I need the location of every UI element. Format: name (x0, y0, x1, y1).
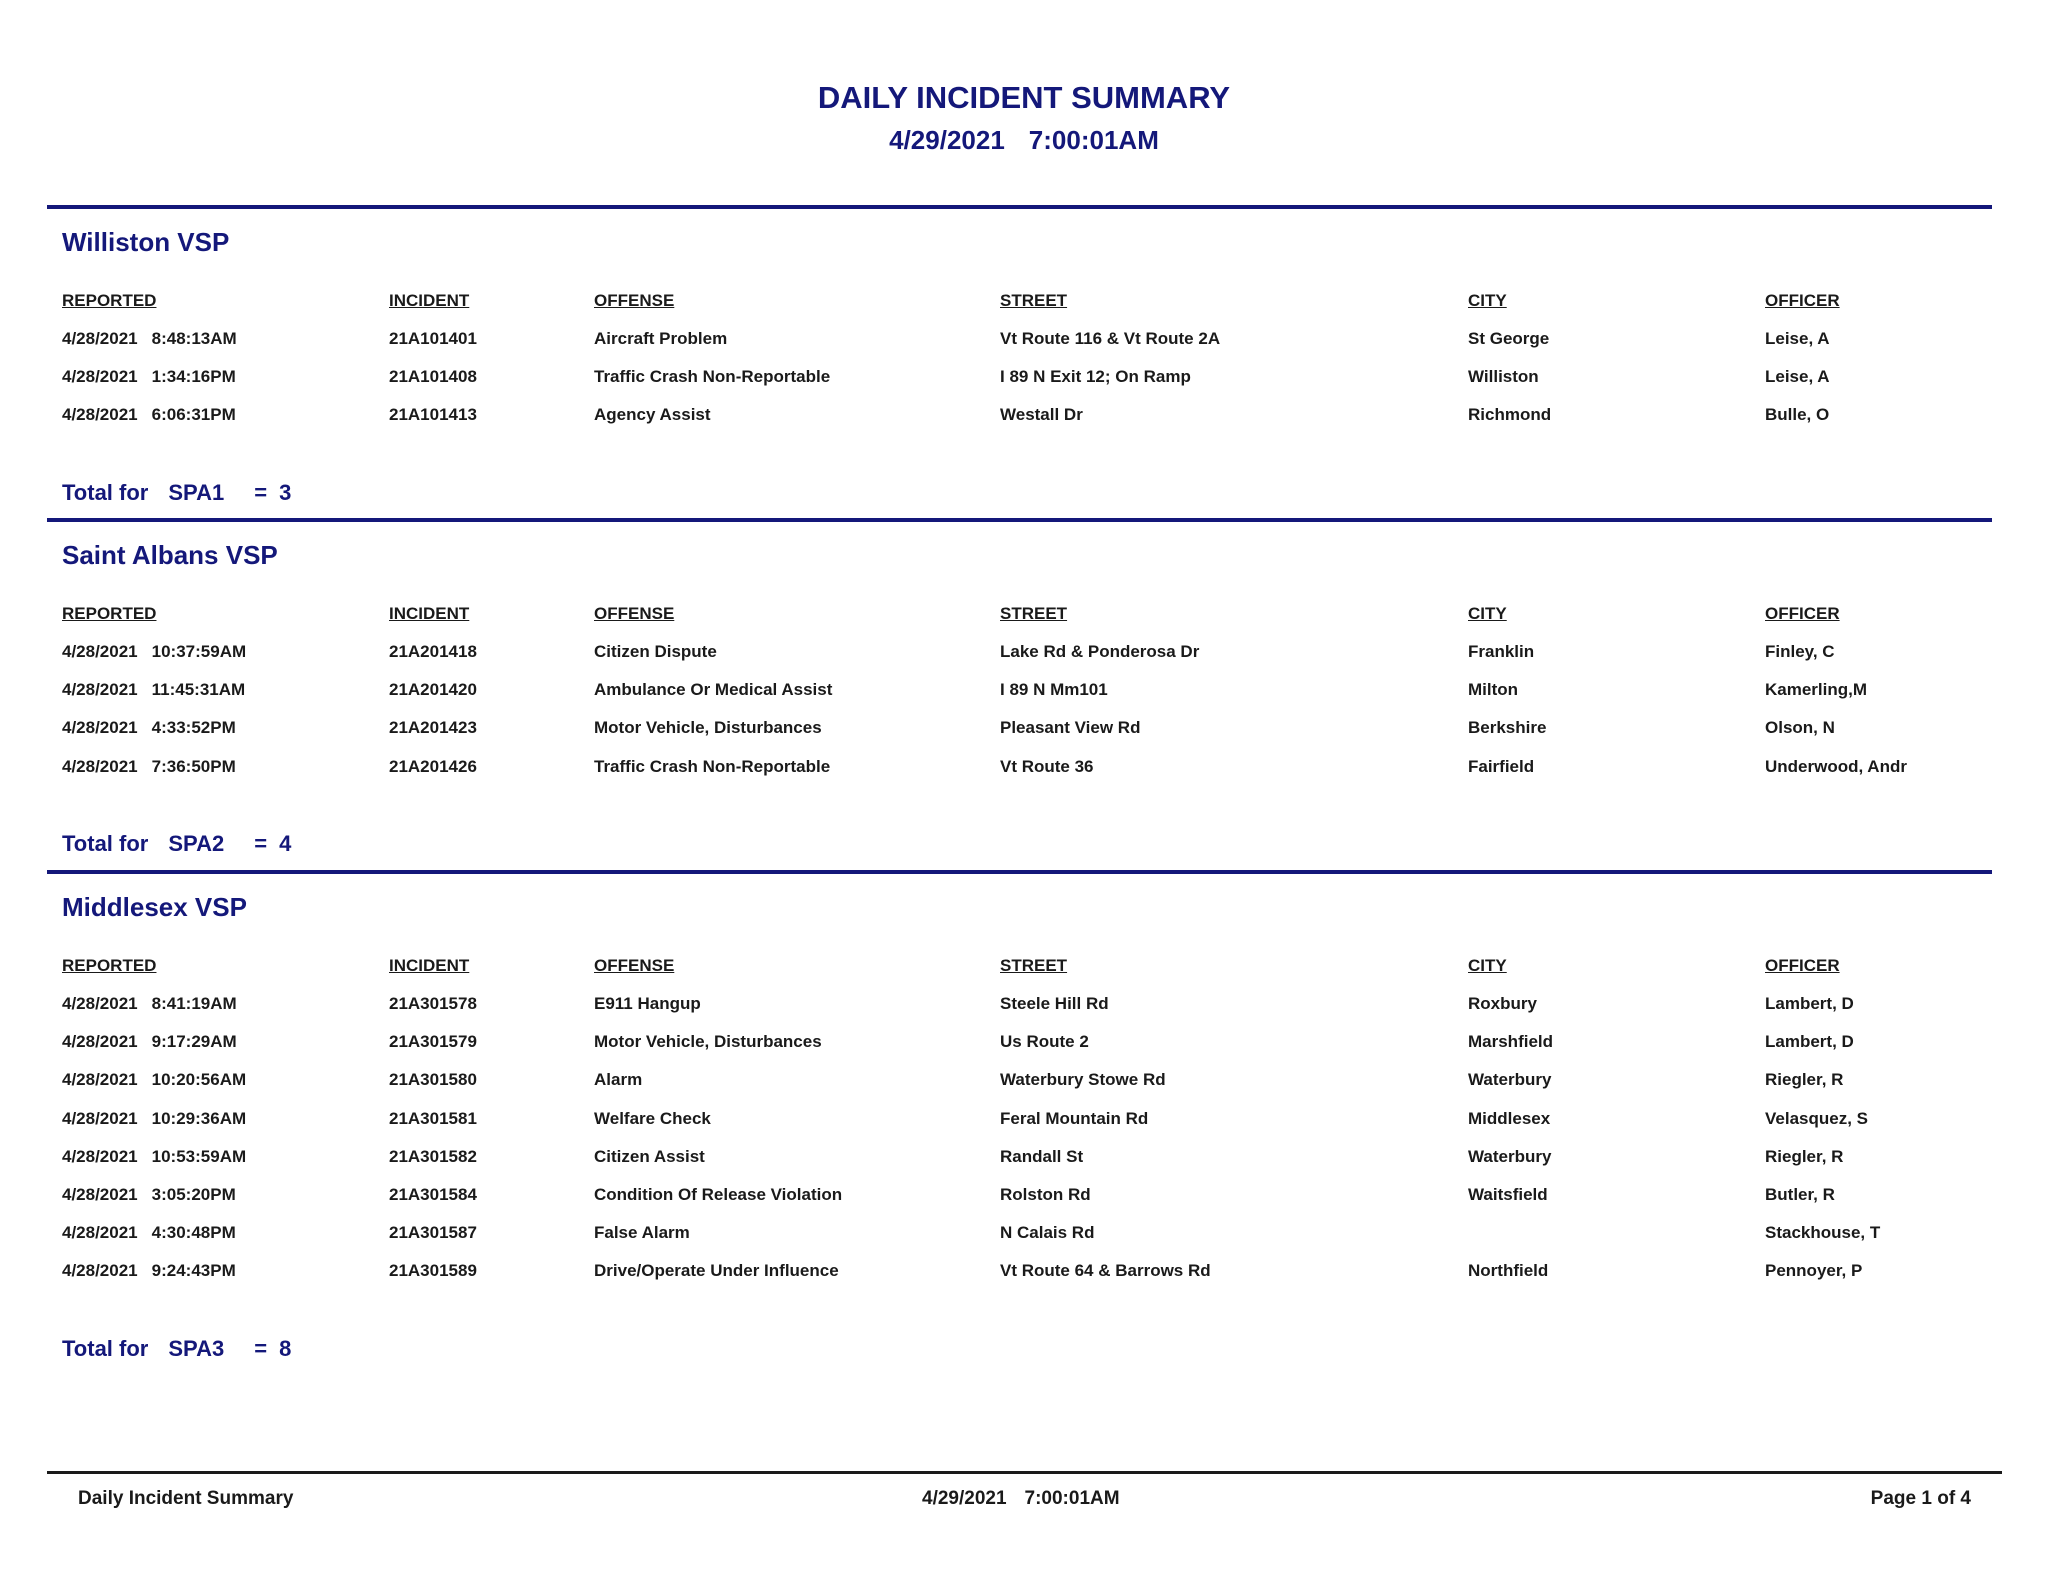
officer-cell: Riegler, R (1765, 1146, 1844, 1166)
reported-cell (62, 757, 236, 777)
street-cell: Feral Mountain Rd (1000, 1108, 1149, 1128)
incident-cell: 21A201420 (389, 680, 477, 700)
footer-page-number: Page 1 of 4 (1870, 1488, 1971, 1509)
incident-cell: 21A201426 (389, 756, 477, 776)
officer-cell: Olson, N (1765, 718, 1835, 738)
reported-time: 3:05:20PM (151, 1185, 236, 1204)
reported-date: 4/28/2021 (62, 329, 138, 348)
total-code: SPA3 (168, 1335, 225, 1361)
street-cell: Vt Route 116 & Vt Route 2A (1000, 329, 1221, 348)
city-cell: St George (1468, 329, 1550, 348)
offense-cell: Aircraft Problem (594, 329, 728, 348)
column-headers (62, 956, 1992, 980)
total-equals: = (254, 1335, 268, 1361)
street-cell: Vt Route 36 (1000, 756, 1094, 776)
column-headers (62, 604, 1992, 628)
reported-date: 4/28/2021 (62, 680, 138, 700)
total-code: SPA2 (168, 830, 225, 856)
report-datetime (0, 125, 2048, 156)
offense-cell: Traffic Crash Non-Reportable (594, 367, 831, 387)
officer-cell: Leise, A (1765, 367, 1830, 387)
incident-cell: 21A201418 (389, 642, 477, 661)
incident-cell: 21A301589 (389, 1261, 477, 1281)
footer-datetime (922, 1488, 1120, 1510)
total-label: Total for (62, 1335, 149, 1361)
reported-date: 4/28/2021 (62, 1223, 138, 1243)
reported-date: 4/28/2021 (62, 1070, 138, 1090)
column-header-officer: OFFICER (1765, 291, 1840, 310)
reported-date: 4/28/2021 (62, 718, 138, 738)
incident-cell: 21A101401 (389, 329, 477, 348)
reported-date: 4/28/2021 (62, 1146, 138, 1166)
street-cell: Rolston Rd (1000, 1185, 1091, 1204)
reported-time: 9:17:29AM (151, 1032, 237, 1052)
offense-cell: E911 Hangup (594, 994, 701, 1013)
column-header-city: CITY (1468, 291, 1507, 310)
section-total (62, 831, 291, 857)
total-equals: = (254, 830, 268, 856)
incident-cell: 21A301582 (389, 1146, 477, 1166)
officer-cell: Riegler, R (1765, 1070, 1844, 1090)
station-name: Saint Albans VSP (62, 540, 278, 570)
table-row (62, 1223, 1992, 1247)
column-header-offense: OFFENSE (594, 956, 675, 975)
reported-date: 4/28/2021 (62, 1261, 138, 1281)
reported-cell (62, 1261, 236, 1281)
officer-cell: Kamerling,M (1765, 680, 1868, 700)
reported-cell (62, 1185, 236, 1205)
table-row (62, 329, 1992, 353)
reported-time: 10:37:59AM (151, 642, 247, 661)
reported-date: 4/28/2021 (62, 1108, 138, 1128)
station-name: Williston VSP (62, 227, 230, 257)
table-row (62, 680, 1992, 704)
table-row (62, 718, 1992, 742)
reported-time: 4:30:48PM (151, 1223, 236, 1243)
report-time: 7:00:01AM (1028, 125, 1159, 155)
city-cell: Williston (1468, 367, 1539, 387)
table-row (62, 642, 1992, 666)
incident-cell: 21A101413 (389, 405, 477, 425)
officer-cell: Pennoyer, P (1765, 1261, 1863, 1281)
column-header-incident: INCIDENT (389, 604, 470, 623)
reported-cell (62, 718, 236, 738)
table-row (62, 405, 1992, 429)
table-row (62, 1032, 1992, 1056)
offense-cell: Citizen Dispute (594, 642, 717, 661)
table-row (62, 757, 1992, 781)
city-cell: Middlesex (1468, 1108, 1551, 1128)
street-cell: I 89 N Mm101 (1000, 680, 1108, 700)
section-divider (47, 870, 1992, 874)
city-cell: Richmond (1468, 405, 1552, 425)
reported-cell (62, 329, 237, 349)
table-row (62, 1109, 1992, 1133)
reported-time: 6:06:31PM (151, 405, 236, 425)
footer-divider (47, 1471, 2002, 1474)
reported-time: 10:29:36AM (151, 1108, 247, 1128)
reported-date: 4/28/2021 (62, 1032, 138, 1052)
footer-report-name: Daily Incident Summary (78, 1488, 294, 1509)
incident-cell: 21A301581 (389, 1108, 477, 1128)
incident-cell: 21A301587 (389, 1223, 477, 1243)
section-divider (47, 518, 1992, 522)
reported-time: 10:53:59AM (151, 1146, 247, 1166)
station-section (47, 205, 1992, 540)
reported-time: 11:45:31AM (151, 680, 246, 700)
officer-cell: Velasquez, S (1765, 1108, 1868, 1128)
total-label: Total for (62, 479, 149, 505)
offense-cell: False Alarm (594, 1223, 690, 1243)
column-header-street: STREET (1000, 604, 1068, 623)
table-row (62, 994, 1992, 1018)
footer-time: 7:00:01AM (1024, 1488, 1120, 1509)
reported-cell (62, 994, 237, 1014)
officer-cell: Lambert, D (1765, 994, 1854, 1013)
table-row (62, 367, 1992, 391)
incident-cell: 21A301579 (389, 1032, 477, 1052)
offense-cell: Alarm (594, 1070, 643, 1090)
reported-cell (62, 405, 236, 425)
total-label: Total for (62, 830, 149, 856)
city-cell: Berkshire (1468, 718, 1547, 738)
station-section (47, 870, 1992, 1396)
street-cell: Westall Dr (1000, 405, 1083, 425)
street-cell: N Calais Rd (1000, 1223, 1095, 1243)
reported-time: 8:48:13AM (151, 329, 237, 348)
offense-cell: Agency Assist (594, 405, 711, 425)
table-row (62, 1147, 1992, 1171)
column-header-reported: REPORTED (62, 291, 157, 310)
incident-cell: 21A101408 (389, 367, 477, 387)
incident-cell: 21A201423 (389, 718, 477, 738)
reported-date: 4/28/2021 (62, 367, 138, 387)
reported-cell (62, 1109, 246, 1129)
reported-date: 4/28/2021 (62, 405, 138, 425)
reported-cell (62, 680, 245, 700)
station-name: Middlesex VSP (62, 892, 247, 922)
column-header-incident: INCIDENT (389, 956, 470, 975)
column-header-officer: OFFICER (1765, 956, 1840, 975)
table-row (62, 1261, 1992, 1285)
column-header-street: STREET (1000, 956, 1068, 975)
offense-cell: Citizen Assist (594, 1146, 705, 1166)
offense-cell: Ambulance Or Medical Assist (594, 680, 833, 700)
officer-cell: Underwood, Andr (1765, 756, 1907, 776)
city-cell: Northfield (1468, 1261, 1549, 1281)
column-header-city: CITY (1468, 956, 1507, 975)
reported-cell (62, 1223, 236, 1243)
column-header-city: CITY (1468, 604, 1507, 623)
report-title: DAILY INCIDENT SUMMARY (817, 80, 1231, 115)
city-cell: Milton (1468, 680, 1519, 700)
officer-cell: Leise, A (1765, 329, 1830, 348)
city-cell: Roxbury (1468, 994, 1537, 1013)
incident-cell: 21A301584 (389, 1185, 477, 1204)
reported-time: 7:36:50PM (151, 756, 236, 776)
reported-cell (62, 1070, 246, 1090)
incident-cell: 21A301580 (389, 1070, 477, 1090)
city-cell: Fairfield (1468, 756, 1535, 776)
reported-date: 4/28/2021 (62, 994, 138, 1013)
total-equals: = (254, 479, 268, 505)
city-cell: Waitsfield (1468, 1185, 1548, 1204)
street-cell: Randall St (1000, 1146, 1084, 1166)
offense-cell: Motor Vehicle, Disturbances (594, 718, 822, 738)
street-cell: Us Route 2 (1000, 1032, 1089, 1052)
officer-cell: Stackhouse, T (1765, 1223, 1881, 1243)
reported-time: 4:33:52PM (151, 718, 236, 738)
table-row (62, 1070, 1992, 1094)
column-header-reported: REPORTED (62, 956, 157, 975)
reported-time: 9:24:43PM (151, 1261, 236, 1281)
street-cell: Waterbury Stowe Rd (1000, 1070, 1166, 1090)
total-value: 3 (279, 479, 292, 505)
reported-date: 4/28/2021 (62, 1185, 138, 1204)
reported-cell (62, 1032, 237, 1052)
column-header-offense: OFFENSE (594, 604, 675, 623)
section-total (62, 480, 291, 506)
offense-cell: Motor Vehicle, Disturbances (594, 1032, 822, 1052)
total-value: 4 (279, 830, 292, 856)
offense-cell: Drive/Operate Under Influence (594, 1261, 839, 1281)
offense-cell: Welfare Check (594, 1108, 711, 1128)
total-code: SPA1 (168, 479, 225, 505)
street-cell: Lake Rd & Ponderosa Dr (1000, 642, 1200, 661)
column-header-street: STREET (1000, 291, 1068, 310)
column-header-offense: OFFENSE (594, 291, 675, 310)
city-cell: Marshfield (1468, 1032, 1554, 1052)
officer-cell: Bulle, O (1765, 405, 1830, 425)
officer-cell: Finley, C (1765, 642, 1835, 661)
street-cell: I 89 N Exit 12; On Ramp (1000, 367, 1191, 387)
column-header-reported: REPORTED (62, 604, 157, 623)
section-divider (47, 205, 1992, 209)
offense-cell: Traffic Crash Non-Reportable (594, 756, 831, 776)
officer-cell: Butler, R (1765, 1185, 1835, 1204)
city-cell: Waterbury (1468, 1146, 1552, 1166)
reported-cell (62, 1147, 246, 1167)
offense-cell: Condition Of Release Violation (594, 1185, 843, 1204)
reported-time: 1:34:16PM (151, 367, 236, 387)
street-cell: Vt Route 64 & Barrows Rd (1000, 1261, 1211, 1281)
station-section (47, 518, 1992, 891)
total-value: 8 (279, 1335, 292, 1361)
reported-time: 8:41:19AM (151, 994, 237, 1013)
reported-date: 4/28/2021 (62, 756, 138, 776)
section-total (62, 1336, 291, 1362)
incident-cell: 21A301578 (389, 994, 477, 1013)
report-date: 4/29/2021 (889, 125, 1005, 155)
table-row (62, 1185, 1992, 1209)
city-cell: Franklin (1468, 642, 1535, 661)
reported-cell (62, 367, 236, 387)
street-cell: Steele Hill Rd (1000, 994, 1109, 1013)
column-header-officer: OFFICER (1765, 604, 1840, 623)
column-header-incident: INCIDENT (389, 291, 470, 310)
officer-cell: Lambert, D (1765, 1032, 1854, 1052)
street-cell: Pleasant View Rd (1000, 718, 1141, 738)
city-cell: Waterbury (1468, 1070, 1552, 1090)
footer-date: 4/29/2021 (922, 1488, 1007, 1509)
reported-date: 4/28/2021 (62, 642, 138, 661)
column-headers (62, 291, 1992, 315)
reported-time: 10:20:56AM (151, 1070, 247, 1090)
reported-cell (62, 642, 246, 662)
